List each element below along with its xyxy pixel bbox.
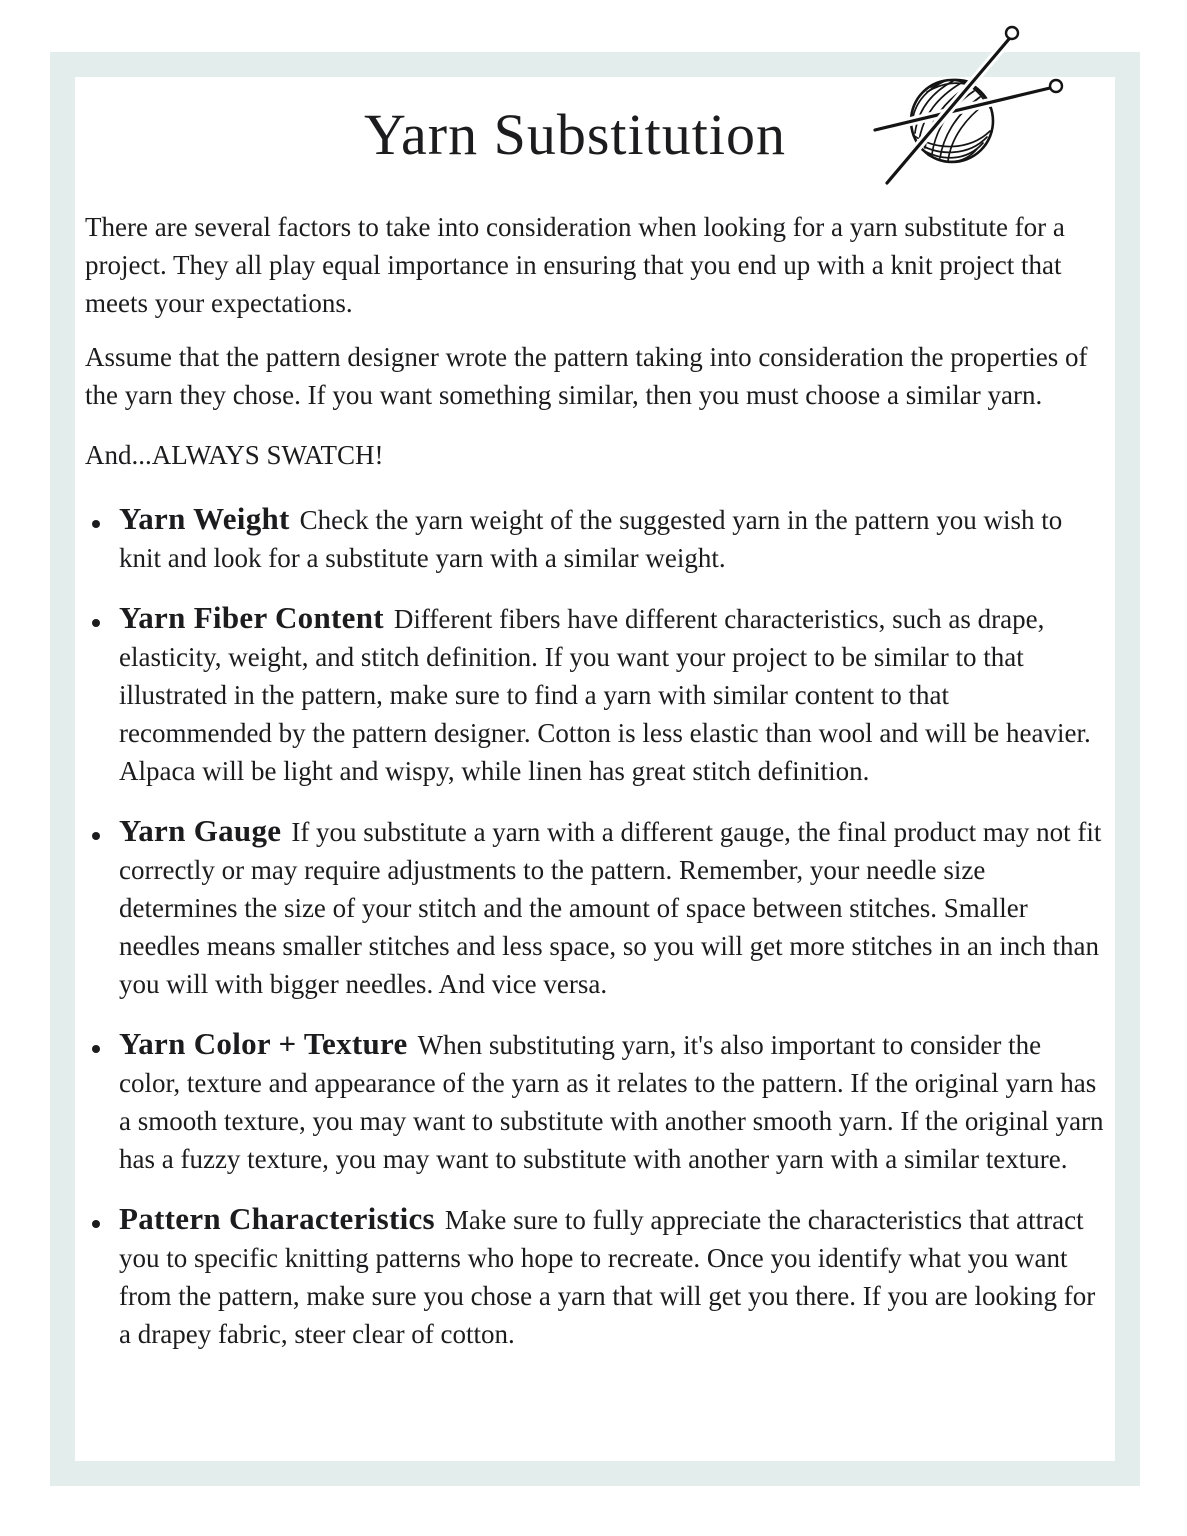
factor-name: Yarn Weight xyxy=(119,500,290,536)
factor-description: Different fibers have different characteristics, such as drape, elasticity, weight, and stitch definition. If you want your project to be similar to that illustrated in the pattern, make sure to find a yarn with similar content to that recommended by the pattern designer. Cotton is less elastic than wool and will be heavier. Alpaca will be light and wispy, while linen has great stitch definition. xyxy=(119,603,1091,786)
yarn-ball-icon xyxy=(855,15,1075,205)
factor-description: If you substitute a yarn with a different gauge, the final product may not fit correctly or may require adjustments to the pattern. Remember, your needle size determines the size of your stitch and the amount of space between stitches. Smaller needles means smaller stitches and less space, so you will get more stitches in an inch than you will with bigger needles. And vice versa. xyxy=(119,816,1102,999)
factor-name: Yarn Fiber Content xyxy=(119,599,384,635)
list-item-yarn-weight xyxy=(85,500,1105,577)
list-item-yarn-color-texture xyxy=(85,1025,1105,1178)
swatch-callout: And...ALWAYS SWATCH! xyxy=(85,439,384,470)
list-item-yarn-fiber-content xyxy=(85,599,1105,790)
body-copy xyxy=(85,208,1105,474)
factor-description: Make sure to fully appreciate the characteristics that attract you to specific knitting patterns who hope to recreate. Once you identify what you want from the pattern, make sure you chose a yarn that will get you there. If you are looking for a drapey fabric, steer clear of cotton. xyxy=(119,1204,1096,1349)
list-item-pattern-characteristics xyxy=(85,1200,1105,1353)
factor-description: Check the yarn weight of the suggested yarn in the pattern you wish to knit and look for a substitute yarn with a similar weight. xyxy=(119,504,1063,573)
factor-name: Pattern Characteristics xyxy=(119,1200,435,1236)
intro-paragraph: There are several factors to take into consideration when looking for a yarn substitute for a project. They all play equal importance in ensuring that you end up with a knit project that meets your expectations. xyxy=(85,211,1065,318)
factor-list xyxy=(85,500,1105,1353)
document-content xyxy=(75,77,1113,1375)
page-title: Yarn Substitution xyxy=(363,102,787,167)
factor-name: Yarn Color + Texture xyxy=(119,1025,408,1061)
factor-description: When substituting yarn, it's also important to consider the color, texture and appearance of the yarn as it relates to the pattern. If the original yarn has a smooth texture, you may want to substitute with another smooth yarn. If the original yarn has a fuzzy texture, you may want to substitute with another yarn with a similar texture. xyxy=(119,1029,1104,1174)
factor-name: Yarn Gauge xyxy=(119,812,282,848)
assume-paragraph: Assume that the pattern designer wrote the pattern taking into consideration the properties of the yarn they chose. If you want something similar, then you must choose a similar yarn. xyxy=(85,341,1088,410)
list-item-yarn-gauge xyxy=(85,812,1105,1003)
